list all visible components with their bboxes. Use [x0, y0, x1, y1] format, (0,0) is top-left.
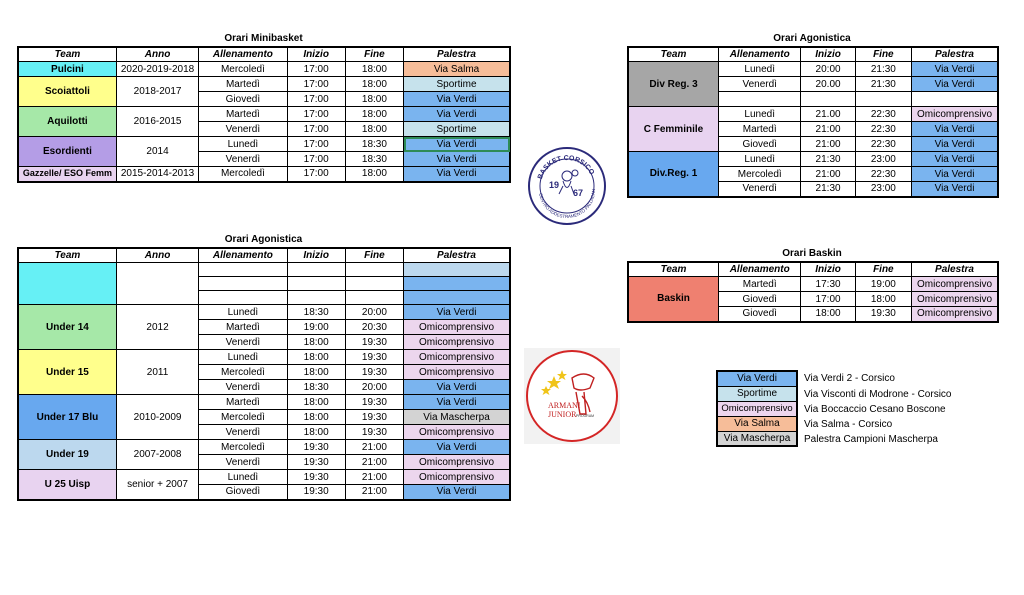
gym-cell[interactable]: Via Verdi	[404, 395, 510, 410]
agonistica-right-title: Orari Agonistica	[773, 33, 851, 44]
day-cell	[199, 277, 287, 291]
end-cell: 18:00	[855, 292, 911, 307]
logo-year-19: 19	[549, 180, 560, 190]
start-cell: 19:30	[287, 470, 345, 485]
col-palestra: Palestra	[912, 262, 999, 277]
gym-cell[interactable]: Via Salma	[404, 62, 510, 77]
table-row	[18, 137, 510, 152]
table-row	[628, 107, 998, 122]
start-cell: 17:00	[287, 77, 345, 92]
start-cell	[801, 92, 855, 107]
col-team: Team	[628, 262, 718, 277]
anno-cell: 2010-2009	[116, 395, 198, 440]
table-row	[18, 395, 510, 410]
gym-cell[interactable]: Sportime	[404, 122, 510, 137]
legend-desc-via-mascherpa: Palestra Campioni Mascherpa	[804, 434, 938, 445]
legend-desc-omnicomprensivo: Via Boccaccio Cesano Boscone	[804, 404, 946, 415]
anno-cell: 2016-2015	[116, 107, 198, 137]
agonistica-right-table	[627, 46, 999, 198]
anno-cell: 2012	[116, 305, 198, 350]
col-allenamento: Allenamento	[199, 248, 287, 263]
end-cell: 18:00	[345, 167, 403, 182]
team-cell: C Femminile	[628, 107, 718, 152]
basket-corsico-logo	[527, 146, 607, 226]
team-cell: Esordienti	[18, 137, 116, 167]
col-allenamento: Allenamento	[718, 47, 800, 62]
day-cell: Martedì	[199, 320, 287, 335]
baskin-table	[627, 261, 999, 323]
col-palestra: Palestra	[404, 47, 510, 62]
start-cell	[287, 277, 345, 291]
gym-cell[interactable]: Omicomprensivo	[912, 107, 999, 122]
team-cell: U 25 Uisp	[18, 470, 116, 500]
table-header-row	[18, 47, 510, 62]
gym-cell[interactable]	[404, 277, 510, 291]
start-cell: 21:30	[801, 182, 855, 197]
team-cell: Under 17 Blu	[18, 395, 116, 440]
start-cell: 18:00	[287, 335, 345, 350]
table-header-row	[628, 47, 998, 62]
end-cell: 18:00	[345, 77, 403, 92]
day-cell: Martedì	[718, 122, 800, 137]
end-cell: 21:00	[345, 485, 403, 500]
col-inizio: Inizio	[801, 262, 855, 277]
start-cell: 19:30	[287, 455, 345, 470]
gym-cell[interactable]: Via Verdi	[912, 182, 999, 197]
gym-cell[interactable]: Omicomprensivo	[404, 455, 510, 470]
gym-cell[interactable]: Via Verdi	[404, 440, 510, 455]
legend-row	[717, 386, 797, 401]
end-cell	[855, 92, 911, 107]
armani-junior-logo	[524, 348, 620, 444]
start-cell: 21:30	[801, 152, 855, 167]
end-cell: 23:00	[855, 152, 911, 167]
gym-cell[interactable]: Omicomprensivo	[404, 425, 510, 440]
gym-cell[interactable]: Via Verdi	[404, 167, 510, 182]
team-cell: Pulcini	[18, 62, 116, 77]
gym-cell[interactable]: Omicomprensivo	[912, 277, 999, 292]
table-row	[18, 305, 510, 320]
end-cell: 19:30	[345, 410, 403, 425]
gym-cell[interactable]: Sportime	[404, 77, 510, 92]
table-row	[18, 167, 510, 182]
day-cell: Mercoledì	[199, 62, 287, 77]
end-cell: 20:00	[345, 305, 403, 320]
team-cell: Div Reg. 3	[628, 62, 718, 107]
end-cell: 19:30	[345, 425, 403, 440]
anno-cell: 2020-2019-2018	[116, 62, 198, 77]
legend-swatch-via-salma: Via Salma	[717, 416, 797, 431]
legend-desc-via-verdi: Via Verdi 2 - Corsico	[804, 373, 895, 384]
gym-cell[interactable]: Via Mascherpa	[404, 410, 510, 425]
day-cell: Venerdì	[718, 182, 800, 197]
gym-cell[interactable]: Via Verdi	[912, 152, 999, 167]
table-row	[18, 263, 510, 277]
table-row	[628, 277, 998, 292]
end-cell: 18:00	[345, 122, 403, 137]
day-cell: Lunedì	[199, 137, 287, 152]
start-cell: 20.00	[801, 77, 855, 92]
table-row	[18, 350, 510, 365]
day-cell	[199, 263, 287, 277]
gym-cell-selected[interactable]: Via Verdi	[404, 137, 510, 152]
minibasket-table	[17, 46, 511, 183]
anno-cell: 2011	[116, 350, 198, 395]
start-cell: 18:30	[287, 380, 345, 395]
col-inizio: Inizio	[801, 47, 855, 62]
table-row	[18, 62, 510, 77]
day-cell: Venerdì	[199, 455, 287, 470]
day-cell: Lunedì	[199, 305, 287, 320]
gym-cell[interactable]: Omicomprensivo	[404, 320, 510, 335]
logo-text-program: PROGRAM	[576, 414, 595, 418]
day-cell: Venerdì	[718, 77, 800, 92]
start-cell: 21:00	[801, 122, 855, 137]
day-cell: Martedì	[199, 107, 287, 122]
col-inizio: Inizio	[287, 47, 345, 62]
start-cell: 18:00	[287, 425, 345, 440]
day-cell: Martedì	[199, 77, 287, 92]
gym-cell[interactable]: Via Verdi	[404, 107, 510, 122]
gym-cell[interactable]: Via Verdi	[912, 167, 999, 182]
day-cell: Giovedì	[199, 485, 287, 500]
team-cell: Baskin	[628, 277, 718, 322]
table-header-row	[18, 248, 510, 263]
gym-cell[interactable]: Via Verdi	[404, 152, 510, 167]
gym-cell[interactable]: Via Verdi	[404, 380, 510, 395]
day-cell: Martedì	[199, 395, 287, 410]
end-cell	[345, 277, 403, 291]
legend-row	[717, 401, 797, 416]
start-cell: 18:30	[287, 305, 345, 320]
legend-swatch-sportime: Sportime	[717, 386, 797, 401]
anno-cell: 2015-2014-2013	[116, 167, 198, 182]
day-cell	[199, 291, 287, 305]
day-cell: Mercoledì	[199, 440, 287, 455]
col-fine: Fine	[345, 248, 403, 263]
gym-cell[interactable]	[404, 263, 510, 277]
col-palestra: Palestra	[404, 248, 510, 263]
gym-cell[interactable]: Via Verdi	[404, 485, 510, 500]
gym-cell[interactable]: Via Verdi	[912, 77, 999, 92]
col-fine: Fine	[345, 47, 403, 62]
start-cell: 19:30	[287, 440, 345, 455]
day-cell: Mercoledì	[199, 365, 287, 380]
gym-cell[interactable]: Via Verdi	[404, 92, 510, 107]
gym-cell[interactable]: Omicomprensivo	[404, 350, 510, 365]
anno-cell: 2014	[116, 137, 198, 167]
gym-cell[interactable]: Via Verdi	[912, 137, 999, 152]
start-cell	[287, 291, 345, 305]
day-cell: Martedì	[718, 277, 800, 292]
gym-cell[interactable]: Omicomprensivo	[404, 365, 510, 380]
legend-row	[717, 431, 797, 446]
table-row	[18, 470, 510, 485]
col-palestra: Palestra	[912, 47, 999, 62]
logo-text-top: BASKET CORSICO	[536, 154, 596, 181]
day-cell: Mercoledì	[199, 410, 287, 425]
day-cell: Venerdì	[199, 335, 287, 350]
anno-cell: 2018-2017	[116, 77, 198, 107]
logo-year-67: 67	[573, 188, 584, 198]
end-cell: 23:00	[855, 182, 911, 197]
end-cell: 18:00	[345, 107, 403, 122]
start-cell: 20:00	[801, 62, 855, 77]
start-cell: 18:00	[287, 365, 345, 380]
day-cell: Mercoledì	[199, 167, 287, 182]
gym-cell[interactable]	[912, 92, 999, 107]
team-cell: Under 19	[18, 440, 116, 470]
anno-cell: 2007-2008	[116, 440, 198, 470]
table-row	[628, 152, 998, 167]
col-team: Team	[18, 248, 116, 263]
col-fine: Fine	[855, 262, 911, 277]
minibasket-title: Orari Minibasket	[224, 33, 303, 44]
start-cell: 17:00	[287, 167, 345, 182]
end-cell: 19:30	[345, 350, 403, 365]
anno-cell	[116, 263, 198, 305]
col-fine: Fine	[855, 47, 911, 62]
day-cell: Venerdì	[199, 122, 287, 137]
start-cell: 18:00	[801, 307, 855, 322]
day-cell: Giovedì	[718, 307, 800, 322]
col-allenamento: Allenamento	[718, 262, 800, 277]
end-cell	[345, 263, 403, 277]
start-cell: 18:00	[287, 350, 345, 365]
day-cell: Giovedì	[718, 137, 800, 152]
start-cell: 17:00	[287, 92, 345, 107]
end-cell: 22:30	[855, 107, 911, 122]
start-cell: 17:00	[801, 292, 855, 307]
end-cell: 21:00	[345, 455, 403, 470]
col-inizio: Inizio	[287, 248, 345, 263]
gym-cell[interactable]: Omicomprensivo	[912, 307, 999, 322]
col-allenamento: Allenamento	[199, 47, 287, 62]
start-cell: 21:00	[801, 137, 855, 152]
legend-row	[717, 416, 797, 431]
table-row	[628, 62, 998, 77]
col-team: Team	[18, 47, 116, 62]
start-cell	[287, 263, 345, 277]
gym-cell[interactable]: Via Verdi	[912, 122, 999, 137]
end-cell: 20:30	[345, 320, 403, 335]
end-cell: 19:00	[855, 277, 911, 292]
day-cell: Lunedì	[199, 350, 287, 365]
gym-cell[interactable]: Omicomprensivo	[912, 292, 999, 307]
end-cell: 22:30	[855, 167, 911, 182]
legend-swatch-via-mascherpa: Via Mascherpa	[717, 431, 797, 446]
end-cell: 21:30	[855, 62, 911, 77]
table-row	[18, 107, 510, 122]
start-cell: 17:00	[287, 152, 345, 167]
end-cell: 21:00	[345, 440, 403, 455]
day-cell: Lunedì	[718, 152, 800, 167]
start-cell: 21:00	[801, 167, 855, 182]
col-anno: Anno	[116, 248, 198, 263]
legend-swatch-via-verdi: Via Verdi	[717, 371, 797, 386]
end-cell: 19:30	[855, 307, 911, 322]
end-cell: 19:30	[345, 335, 403, 350]
logo-ring	[527, 351, 617, 441]
legend-row	[717, 371, 797, 386]
baskin-title: Orari Baskin	[782, 248, 842, 259]
col-team: Team	[628, 47, 718, 62]
day-cell: Lunedì	[718, 62, 800, 77]
logo-text-junior: JUNIOR	[548, 410, 577, 419]
col-anno: Anno	[116, 47, 198, 62]
day-cell: Giovedì	[718, 292, 800, 307]
gym-cell[interactable]: Via Verdi	[912, 62, 999, 77]
team-cell: Under 15	[18, 350, 116, 395]
team-cell: Aquilotti	[18, 107, 116, 137]
day-cell: Lunedì	[718, 107, 800, 122]
gym-cell[interactable]: Via Verdi	[404, 305, 510, 320]
end-cell: 20:00	[345, 380, 403, 395]
end-cell: 21:30	[855, 77, 911, 92]
day-cell: Mercoledì	[718, 167, 800, 182]
end-cell: 18:00	[345, 92, 403, 107]
start-cell: 17:30	[801, 277, 855, 292]
start-cell: 17:00	[287, 137, 345, 152]
end-cell: 19:30	[345, 395, 403, 410]
gym-cell[interactable]: Omicomprensivo	[404, 470, 510, 485]
day-cell: Venerdì	[199, 152, 287, 167]
end-cell: 22:30	[855, 122, 911, 137]
start-cell: 19:00	[287, 320, 345, 335]
start-cell: 17:00	[287, 107, 345, 122]
start-cell: 18:00	[287, 395, 345, 410]
end-cell: 21:00	[345, 470, 403, 485]
team-cell: Under 14	[18, 305, 116, 350]
gym-cell[interactable]	[404, 291, 510, 305]
start-cell: 17:00	[287, 62, 345, 77]
end-cell: 18:00	[345, 62, 403, 77]
end-cell	[345, 291, 403, 305]
legend-desc-sportime: Via Visconti di Modrone - Corsico	[804, 389, 952, 400]
day-cell: Venerdì	[199, 380, 287, 395]
start-cell: 19:30	[287, 485, 345, 500]
table-row	[18, 77, 510, 92]
team-cell: Div.Reg. 1	[628, 152, 718, 197]
legend-desc-via-salma: Via Salma - Corsico	[804, 419, 893, 430]
legend-swatch-omnicomprensivo: Omicomprensivo	[717, 401, 797, 416]
logo-text-armani: ARMANI	[548, 401, 581, 410]
day-cell	[718, 92, 800, 107]
team-cell	[18, 263, 116, 305]
end-cell: 22:30	[855, 137, 911, 152]
table-row	[18, 440, 510, 455]
logo-text-ring: CENTRO ADDESTRAMENTO PALLACAN	[538, 188, 597, 220]
gym-cell[interactable]: Omicomprensivo	[404, 335, 510, 350]
start-cell: 17:00	[287, 122, 345, 137]
end-cell: 18:30	[345, 137, 403, 152]
end-cell: 19:30	[345, 365, 403, 380]
day-cell: Lunedì	[199, 470, 287, 485]
day-cell: Giovedì	[199, 92, 287, 107]
team-cell: Gazzelle/ ESO Femm	[18, 167, 116, 182]
start-cell: 18:00	[287, 410, 345, 425]
start-cell: 21.00	[801, 107, 855, 122]
day-cell: Venerdì	[199, 425, 287, 440]
agonistica-left-table	[17, 247, 511, 501]
legend-table	[716, 370, 798, 447]
agonistica-left-title: Orari Agonistica	[224, 234, 303, 245]
anno-cell: senior + 2007	[116, 470, 198, 500]
table-header-row	[628, 262, 998, 277]
end-cell: 18:30	[345, 152, 403, 167]
team-cell: Scoiattoli	[18, 77, 116, 107]
